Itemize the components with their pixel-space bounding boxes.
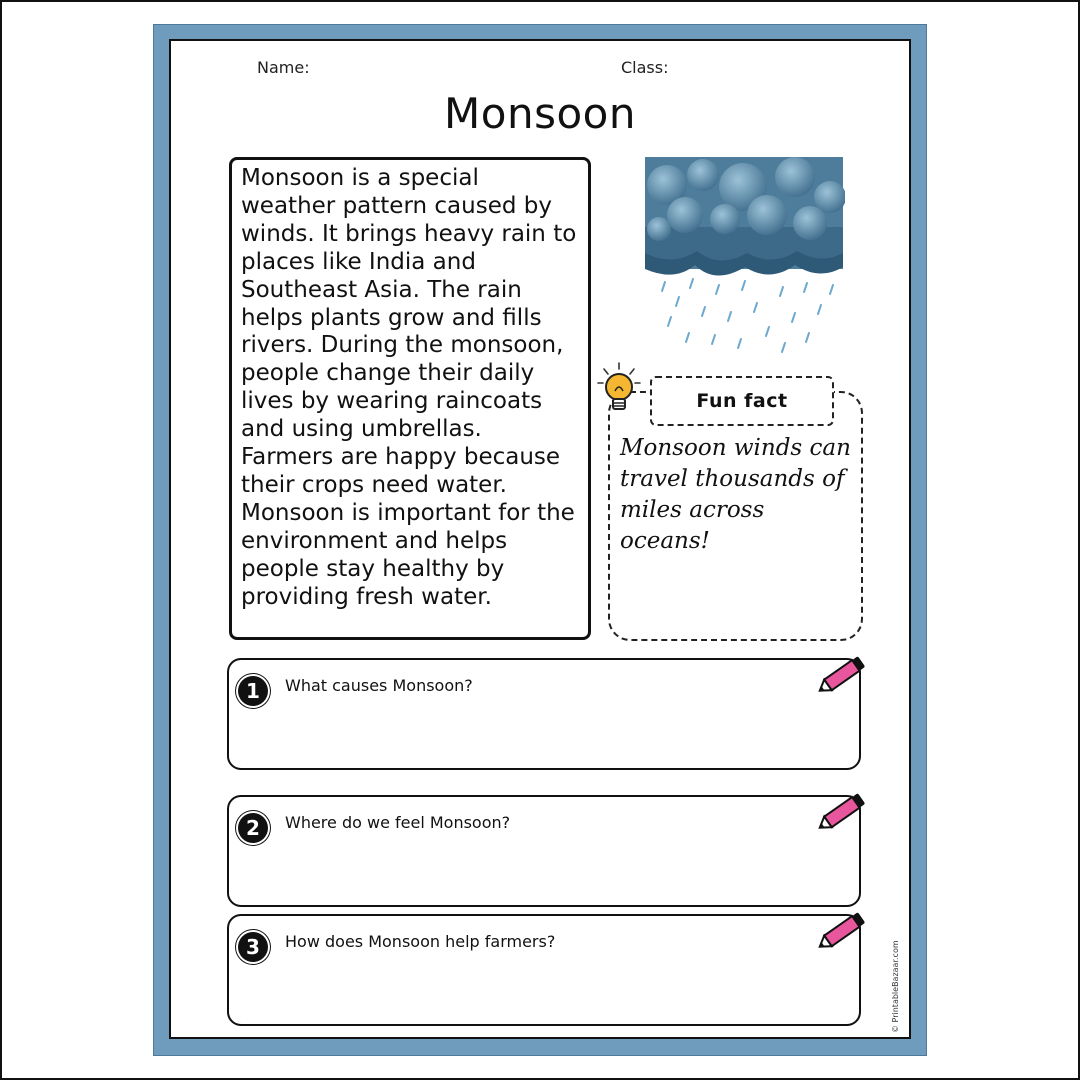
question-number-3: 3 [238, 932, 268, 962]
rain-cloud-illustration [645, 157, 845, 357]
question-number-2: 2 [238, 813, 268, 843]
pencil-icon [815, 652, 871, 698]
lightbulb-icon [596, 361, 642, 421]
page-title: Monsoon [444, 89, 636, 138]
class-label: Class: [621, 58, 669, 77]
question-text-3: How does Monsoon help farmers? [285, 932, 556, 951]
question-box-1[interactable] [227, 658, 861, 770]
question-text-2: Where do we feel Monsoon? [285, 813, 511, 832]
question-text-1: What causes Monsoon? [285, 676, 473, 695]
pencil-icon [815, 908, 871, 954]
worksheet-page [169, 39, 911, 1039]
question-box-2[interactable] [227, 795, 861, 907]
fun-fact-heading: Fun fact [650, 376, 834, 426]
name-label: Name: [257, 58, 310, 77]
fun-fact-text: Monsoon winds can travel thousands of miles across oceans! [620, 435, 851, 554]
question-box-3[interactable] [227, 914, 861, 1026]
pencil-icon [815, 789, 871, 835]
copyright-credit: © PrintableBazaar.com [891, 940, 900, 1033]
reading-passage: Monsoon is a special weather pattern caused by winds. It brings heavy rain to places like India and Southeast Asia. The rain helps plants grow and fills rivers. During the monsoon, people change their daily lives by wearing raincoats and using umbrellas. Farmers are happy because their crops need water. Monsoon is important for the environment and helps people stay healthy by providing fresh water. [229, 157, 591, 640]
question-number-1: 1 [238, 676, 268, 706]
